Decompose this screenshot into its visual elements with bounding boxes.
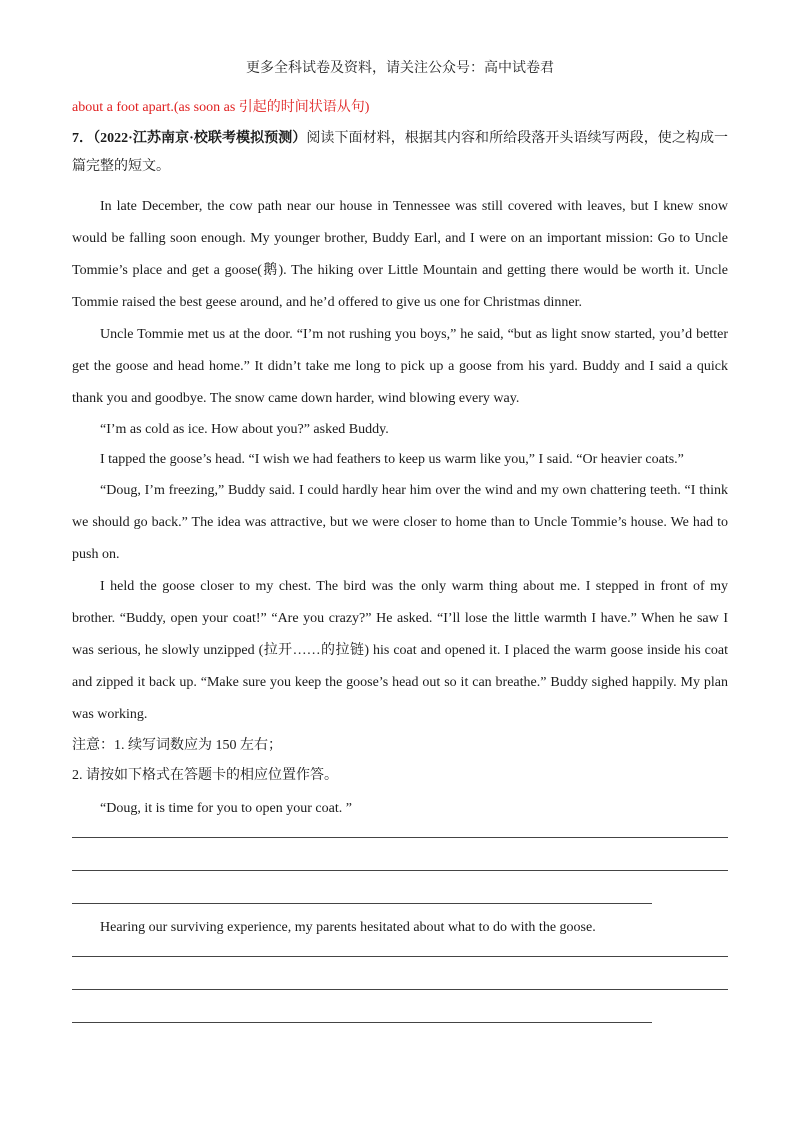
passage-paragraph: “Doug, I’m freezing,” Buddy said. I could hardly hear him over the wind and my own chattering teeth. “I think we should go back.” The idea was attractive, but we were closer to home than to Uncle Tommie’s house. We had to push on.: [72, 483, 728, 562]
passage-paragraph: Uncle Tommie met us at the door. “I’m not rushing you boys,” he said, “but as light snow started, you’d better get the goose and head home.” It didn’t take me long to pick up a goose from his yard. Buddy and I said a quick thank you and goodbye. The snow came down harder, wind blowing every way.: [72, 327, 728, 406]
question-number: 7．: [72, 131, 94, 146]
question-source: （2022·江苏南京·校联考模拟预测）: [93, 131, 307, 146]
question-instruction: 阅读下面材料，根据其内容和所给段落开头语续写两段，使之构成一篇完整的短文。: [72, 131, 729, 174]
answer-line[interactable]: [72, 871, 652, 904]
page-header: 更多全科试卷及资料，请关注公众号：高中试卷君: [246, 61, 554, 76]
question-heading: [72, 125, 728, 181]
note-line: 注意：1. 续写词数应为 150 左右；: [72, 738, 282, 753]
passage-paragraph: I tapped the goose’s head. “I wish we had feathers to keep us warm like you,” I said. “Or heavier coats.”: [100, 452, 684, 467]
paragraph-starter-1: “Doug, it is time for you to open your coat. ”: [100, 801, 352, 816]
passage-paragraph: I held the goose closer to my chest. The bird was the only warm thing about me. I stepped in front of my brother. “Buddy, open your coat!” “Are you crazy?” He asked. “I’ll lose the little warmth I have.” When he saw I was serious, he slowly unzipped (拉开……的拉链) his coat and opened it. I placed the warm goose inside his coat and zipped it back up. “Make sure you keep the goose’s head out so it can breathe.” Buddy sighed happily. My plan was working.: [72, 579, 728, 722]
paragraph-starter-2: Hearing our surviving experience, my parents hesitated about what to do with the goose.: [100, 920, 596, 935]
note-line: 2. 请按如下格式在答题卡的相应位置作答。: [72, 768, 338, 783]
passage-paragraph: In late December, the cow path near our house in Tennessee was still covered with leaves, but I knew snow would be falling soon enough. My younger brother, Buddy Earl, and I were on an important mission: Go to Uncle Tommie’s place and get a goose(鹅). The hiking over Little Mountain and getting there would be worth it. Uncle Tommie raised the best geese around, and he’d offered to give us one for Christmas dinner.: [72, 199, 728, 310]
passage-paragraph: “I’m as cold as ice. How about you?” asked Buddy.: [100, 422, 389, 437]
previous-answer-tail: about a foot apart.(as soon as 引起的时间状语从句): [72, 100, 370, 115]
answer-line[interactable]: [72, 838, 728, 871]
answer-line[interactable]: [72, 990, 652, 1023]
answer-line[interactable]: [72, 957, 728, 990]
answer-line[interactable]: [72, 827, 728, 838]
answer-line[interactable]: [72, 946, 728, 957]
page-content: [72, 97, 728, 1023]
